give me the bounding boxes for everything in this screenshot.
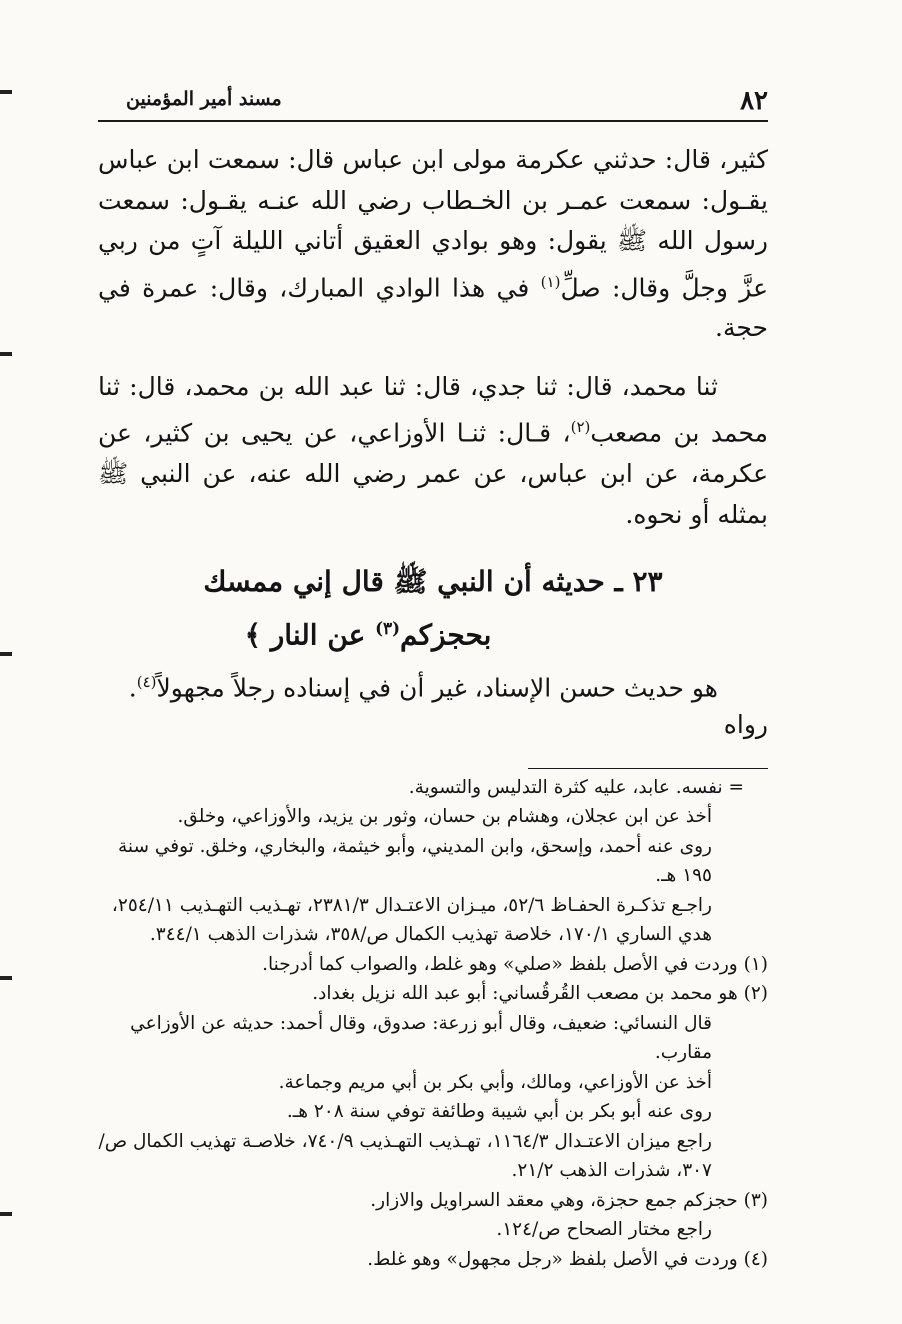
margin-mark: [0, 1212, 12, 1216]
running-header: [98, 84, 768, 122]
paragraph: [98, 367, 768, 535]
paragraph-text: في هذا الوادي المبارك، وقال: عمرة في حجة.: [98, 272, 768, 343]
footnote-line: قال النسائي: ضعيف، وقال أبو زرعة: صدوق، وقال أحمد: حديثه عن الأوزاعي مقارب.: [130, 1012, 712, 1064]
book-title: مسند أمير المؤمنين: [126, 88, 282, 110]
book-page: [98, 84, 768, 1274]
paragraph-text: كثير، قال: حدثني عكرمة مولى ابن عباس قال: سمعت ابن عباس يقـول: سمعت عمـر بن الخـطاب رضي الله عنـه يقـول: سمعت رسول الله ﷺ يقول: وهو بوادي العقيق أتاني الليلة آتٍ من ربي عزَّ وجلَّ وقال: صلِّ: [98, 145, 768, 302]
margin-mark: [0, 352, 12, 356]
footnote-line: روى عنه أحمد، وإسحق، وابن المديني، وأبو خيثمة، والبخاري، وخلق. توفي سنة ١٩٥ هـ.: [117, 835, 712, 887]
intro-text: . رواه: [128, 673, 768, 739]
margin-mark: [0, 652, 12, 656]
footnote-line: أخذ عن ابن عجلان، وهشام بن حسان، وثور بن يزيد، والأوزاعي، وخلق.: [177, 806, 712, 828]
footnote-ref: (٢): [570, 418, 591, 437]
footnote-1: (١) وردت في الأصل بلفظ «صلي» وهو غلط، والصواب كما أدرجنا.: [262, 953, 768, 975]
main-text: [98, 140, 768, 535]
paragraph-text: ثنا محمد، قال: ثنا جدي، قال: ثنا عبد الله بن محمد، قال: ثنا محمد بن مصعب: [98, 371, 769, 448]
footnote-3: (٣) حجزكم جمع حجزة، وهي معقد السراويل والازار.: [370, 1189, 768, 1211]
page-number: ٨٢: [740, 86, 768, 116]
heading-line: ٢٣ ـ حديثه أن النبي ﷺ قال إني ممسك: [203, 565, 663, 599]
footnote-line: راجع ميزان الاعتـدال ١١٦٤/٣، تهـذيب التهـذيب ٧٤٠/٩، خلاصـة تهذيب الكمال ص/٣٠٧، شذرات الذهب ٢١/٢.: [98, 1130, 712, 1182]
footnote-line: روى عنه أبو بكر بن أبي شيبة وطائفة توفي سنة ٢٠٨ هـ.: [286, 1101, 712, 1123]
footnote-line: راجـع تذكـرة الحفـاظ ٥٢/٦، ميـزان الاعتـدال ٢٣٨١/٣، تهـذيب التهـذيب ٢٥٤/١١، هدي الساري ١٧٠/١، خلاصة تهذيب الكمال ص/٣٥٨، شذرات الذهب ٣٤٤/١.: [111, 894, 712, 946]
footnote-line: راجع مختار الصحاح ص/١٢٤.: [496, 1219, 712, 1241]
intro-text: هو حديث حسن الإسناد، غير أن في إسناده رجلاً مجهولاً: [156, 673, 718, 703]
margin-mark: [0, 90, 12, 94]
heading-line: [98, 605, 768, 658]
footnote-ref: (١): [540, 272, 561, 291]
footnote-2: (٢) هو محمد بن مصعب القُرقُساني: أبو عبد الله نزيل بغداد.: [312, 983, 768, 1005]
footnote-4: (٤) وردت في الأصل بلفظ «رجل مجهول» وهو غلط.: [367, 1248, 768, 1270]
heading-text: عن النار ﴾: [244, 618, 376, 652]
heading-text: بحجزكم: [400, 618, 492, 652]
paragraph: [98, 140, 768, 349]
footnote-separator: [528, 768, 768, 769]
footnotes: [98, 773, 768, 1275]
footnote-ref: (٤): [136, 673, 157, 692]
hadith-heading: [98, 559, 768, 658]
footnote-ref: (٣): [375, 618, 401, 639]
footnote-continuation: = نفسه. عابد، عليه كثرة التدليس والتسوية.: [408, 776, 744, 798]
intro-paragraph: [98, 664, 768, 742]
paragraph-text: ، قـال: ثنـا الأوزاعي، عن يحيى بن كثير، عن عكرمة، عن ابن عباس، عن عمر رضي الله عنه، عن النبي ﷺ بمثله أو نحوه.: [98, 418, 768, 529]
margin-mark: [0, 976, 12, 980]
footnote-line: أخذ عن الأوزاعي، ومالك، وأبي بكر بن أبي مريم وجماعة.: [278, 1071, 712, 1093]
